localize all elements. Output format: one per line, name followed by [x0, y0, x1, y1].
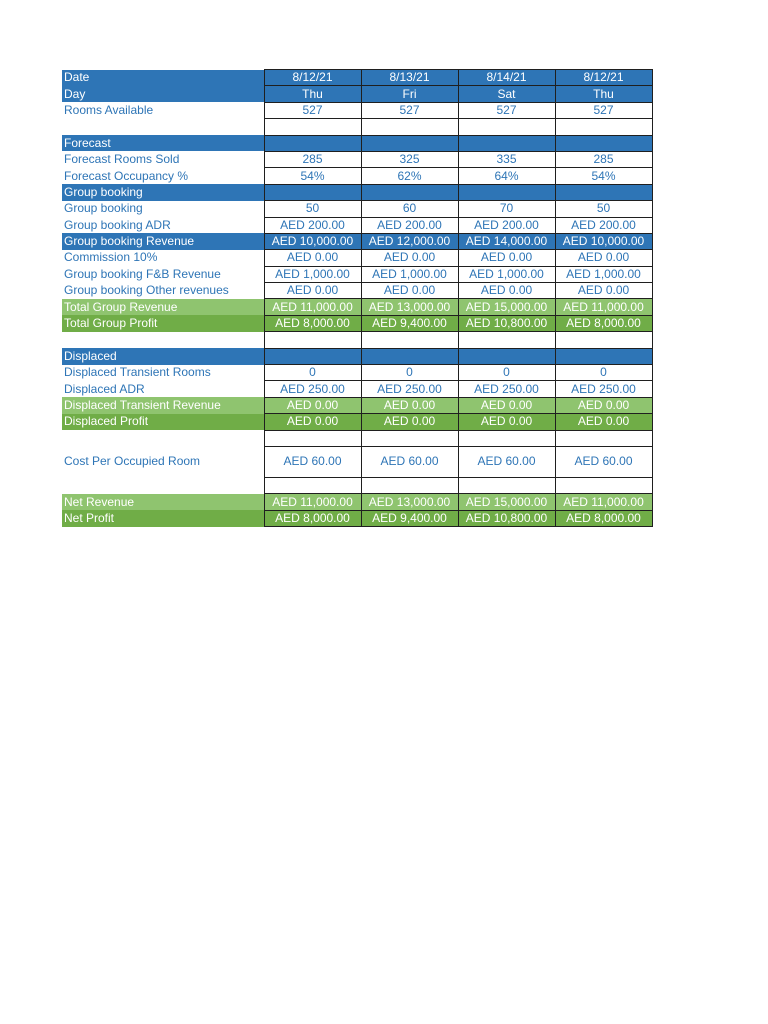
- table-cell[interactable]: AED 0.00: [264, 283, 361, 299]
- table-cell[interactable]: 0: [361, 365, 458, 381]
- row-label[interactable]: Forecast Occupancy %: [64, 168, 189, 183]
- table-cell[interactable]: AED 250.00: [458, 381, 555, 397]
- table-row: [62, 86, 652, 102]
- table-cell[interactable]: AED 200.00: [361, 217, 458, 233]
- table-cell[interactable]: [361, 332, 458, 348]
- table-cell[interactable]: AED 13,000.00: [361, 494, 458, 510]
- table-cell[interactable]: 0: [555, 365, 652, 381]
- table-cell[interactable]: AED 200.00: [264, 217, 361, 233]
- table-cell[interactable]: [555, 348, 652, 364]
- table-cell[interactable]: [264, 184, 361, 200]
- table-row: [62, 315, 652, 331]
- table-cell[interactable]: [555, 119, 652, 135]
- table-cell[interactable]: AED 14,000.00: [458, 233, 555, 249]
- row-label[interactable]: Net Revenue: [62, 494, 264, 510]
- table-cell[interactable]: [458, 332, 555, 348]
- table-cell[interactable]: [555, 477, 652, 493]
- table-cell[interactable]: [555, 332, 652, 348]
- table-row: [62, 119, 652, 135]
- table-cell[interactable]: [458, 184, 555, 200]
- row-label[interactable]: Group booking: [64, 201, 143, 216]
- table-cell[interactable]: [361, 119, 458, 135]
- table-cell[interactable]: AED 60.00: [458, 446, 555, 477]
- table-cell[interactable]: 325: [361, 151, 458, 167]
- table-cell[interactable]: [264, 348, 361, 364]
- table-cell[interactable]: AED 250.00: [264, 381, 361, 397]
- table-cell[interactable]: AED 0.00: [555, 283, 652, 299]
- table-cell[interactable]: 54%: [555, 168, 652, 184]
- row-label[interactable]: [62, 430, 264, 446]
- table-row: [62, 430, 652, 446]
- table-row: [62, 217, 652, 233]
- table-row: [62, 250, 652, 266]
- table-cell[interactable]: AED 12,000.00: [361, 233, 458, 249]
- table-cell[interactable]: Thu: [555, 86, 652, 102]
- table-cell[interactable]: AED 0.00: [458, 414, 555, 430]
- table-cell[interactable]: [264, 119, 361, 135]
- table-row: [62, 233, 652, 249]
- table-cell[interactable]: AED 15,000.00: [458, 299, 555, 315]
- table-cell[interactable]: AED 0.00: [361, 414, 458, 430]
- row-label[interactable]: [62, 477, 264, 493]
- table-row: [62, 201, 652, 217]
- row-label[interactable]: Displaced Transient Revenue: [62, 397, 264, 413]
- table-cell[interactable]: 62%: [361, 168, 458, 184]
- table-cell[interactable]: [361, 135, 458, 151]
- table-cell[interactable]: AED 0.00: [361, 283, 458, 299]
- table-cell[interactable]: AED 250.00: [555, 381, 652, 397]
- table-cell[interactable]: AED 11,000.00: [555, 299, 652, 315]
- table-cell[interactable]: [458, 348, 555, 364]
- table-cell[interactable]: [264, 135, 361, 151]
- row-label[interactable]: Displaced Transient Rooms: [64, 365, 211, 380]
- table-body: [62, 70, 652, 527]
- table-cell[interactable]: [361, 184, 458, 200]
- table-cell[interactable]: 335: [458, 151, 555, 167]
- table-cell[interactable]: 285: [555, 151, 652, 167]
- table-cell[interactable]: [361, 348, 458, 364]
- table-cell[interactable]: 527: [361, 102, 458, 118]
- table-cell[interactable]: [361, 430, 458, 446]
- table-cell[interactable]: AED 0.00: [458, 283, 555, 299]
- row-label[interactable]: Displaced Profit: [62, 414, 264, 430]
- table-cell[interactable]: 50: [555, 201, 652, 217]
- table-cell[interactable]: AED 1,000.00: [264, 266, 361, 282]
- table-cell[interactable]: 64%: [458, 168, 555, 184]
- table-cell[interactable]: [555, 430, 652, 446]
- row-label[interactable]: Date: [62, 70, 264, 86]
- table-row: [62, 332, 652, 348]
- table-cell[interactable]: AED 15,000.00: [458, 494, 555, 510]
- table-cell[interactable]: AED 10,000.00: [555, 233, 652, 249]
- table-cell[interactable]: AED 0.00: [555, 250, 652, 266]
- table-row: [62, 348, 652, 364]
- table-cell[interactable]: [458, 430, 555, 446]
- table-cell[interactable]: Thu: [264, 86, 361, 102]
- table-cell[interactable]: [264, 477, 361, 493]
- group-displacement-table: [62, 69, 653, 527]
- table-cell[interactable]: AED 0.00: [555, 414, 652, 430]
- table-cell[interactable]: AED 0.00: [264, 414, 361, 430]
- table-row: [62, 283, 652, 299]
- table-cell[interactable]: AED 60.00: [361, 446, 458, 477]
- table-row: [62, 510, 652, 526]
- table-cell[interactable]: AED 10,800.00: [458, 510, 555, 526]
- row-label[interactable]: Displaced: [62, 348, 264, 364]
- table-cell[interactable]: Fri: [361, 86, 458, 102]
- table-row: [62, 151, 652, 167]
- table-cell[interactable]: [555, 135, 652, 151]
- row-label[interactable]: Forecast Rooms Sold: [64, 152, 180, 167]
- table-cell[interactable]: 527: [458, 102, 555, 118]
- table-row: [62, 414, 652, 430]
- table-cell[interactable]: AED 8,000.00: [555, 315, 652, 331]
- table-cell[interactable]: [555, 184, 652, 200]
- table-cell[interactable]: 0: [264, 365, 361, 381]
- table-cell[interactable]: [458, 119, 555, 135]
- table-cell[interactable]: 0: [458, 365, 555, 381]
- table-cell[interactable]: AED 10,800.00: [458, 315, 555, 331]
- table-cell[interactable]: AED 0.00: [458, 397, 555, 413]
- row-label[interactable]: Commission 10%: [64, 250, 158, 265]
- table-cell[interactable]: [458, 135, 555, 151]
- table-cell[interactable]: AED 9,400.00: [361, 315, 458, 331]
- row-label[interactable]: Group booking: [62, 184, 264, 200]
- table-cell[interactable]: AED 11,000.00: [264, 494, 361, 510]
- table-cell[interactable]: 50: [264, 201, 361, 217]
- table-cell[interactable]: AED 13,000.00: [361, 299, 458, 315]
- row-label[interactable]: Group booking ADR: [64, 217, 171, 232]
- table-cell[interactable]: [264, 430, 361, 446]
- table-cell[interactable]: AED 8,000.00: [555, 510, 652, 526]
- row-label[interactable]: Net Profit: [62, 510, 264, 526]
- table-row: [62, 446, 652, 477]
- table-row: [62, 397, 652, 413]
- table-cell[interactable]: Sat: [458, 86, 555, 102]
- row-label[interactable]: Forecast: [62, 135, 264, 151]
- row-label[interactable]: Group booking F&B Revenue: [64, 266, 221, 281]
- table-row: [62, 102, 652, 118]
- table-cell[interactable]: 54%: [264, 168, 361, 184]
- table-cell[interactable]: 8/12/21: [264, 70, 361, 86]
- table-cell[interactable]: AED 0.00: [264, 250, 361, 266]
- table-cell[interactable]: AED 10,000.00: [264, 233, 361, 249]
- table-row: [62, 266, 652, 282]
- table-row: [62, 184, 652, 200]
- table-cell[interactable]: 527: [555, 102, 652, 118]
- table-cell[interactable]: AED 1,000.00: [555, 266, 652, 282]
- table-cell[interactable]: AED 60.00: [264, 446, 361, 477]
- table-row: [62, 381, 652, 397]
- table-cell[interactable]: [264, 332, 361, 348]
- table-row: [62, 477, 652, 493]
- table-row: [62, 168, 652, 184]
- row-label[interactable]: Total Group Revenue: [62, 299, 264, 315]
- table-cell[interactable]: AED 200.00: [458, 217, 555, 233]
- table-cell[interactable]: AED 1,000.00: [458, 266, 555, 282]
- row-label[interactable]: Day: [62, 86, 264, 102]
- table-cell[interactable]: AED 0.00: [555, 397, 652, 413]
- row-label[interactable]: Displaced ADR: [64, 381, 145, 396]
- table-cell[interactable]: AED 11,000.00: [264, 299, 361, 315]
- table-row: [62, 494, 652, 510]
- table-cell[interactable]: AED 0.00: [458, 250, 555, 266]
- row-label[interactable]: Group booking Revenue: [62, 233, 264, 249]
- row-label[interactable]: Group booking Other revenues: [64, 283, 229, 298]
- row-label[interactable]: [62, 332, 264, 348]
- table-row: [62, 299, 652, 315]
- table-cell[interactable]: AED 200.00: [555, 217, 652, 233]
- table-cell[interactable]: 285: [264, 151, 361, 167]
- table-cell[interactable]: 70: [458, 201, 555, 217]
- table-cell[interactable]: 8/12/21: [555, 70, 652, 86]
- row-label[interactable]: [62, 119, 264, 135]
- row-label[interactable]: Cost Per Occupied Room: [64, 454, 201, 469]
- table-cell[interactable]: 8/13/21: [361, 70, 458, 86]
- table-row: [62, 365, 652, 381]
- table-cell[interactable]: [361, 477, 458, 493]
- row-label[interactable]: Rooms Available: [64, 102, 154, 117]
- table-row: [62, 70, 652, 86]
- row-label[interactable]: Total Group Profit: [62, 315, 264, 331]
- table-cell[interactable]: AED 60.00: [555, 446, 652, 477]
- table-cell[interactable]: 527: [264, 102, 361, 118]
- table-cell[interactable]: AED 11,000.00: [555, 494, 652, 510]
- table-cell[interactable]: AED 0.00: [264, 397, 361, 413]
- table-row: [62, 135, 652, 151]
- table-cell[interactable]: AED 1,000.00: [361, 266, 458, 282]
- table-cell[interactable]: 8/14/21: [458, 70, 555, 86]
- table-cell[interactable]: AED 8,000.00: [264, 510, 361, 526]
- table-cell[interactable]: AED 0.00: [361, 250, 458, 266]
- table-cell[interactable]: AED 9,400.00: [361, 510, 458, 526]
- table-cell[interactable]: [458, 477, 555, 493]
- table-cell[interactable]: 60: [361, 201, 458, 217]
- table-cell[interactable]: AED 250.00: [361, 381, 458, 397]
- table-cell[interactable]: AED 8,000.00: [264, 315, 361, 331]
- table-cell[interactable]: AED 0.00: [361, 397, 458, 413]
